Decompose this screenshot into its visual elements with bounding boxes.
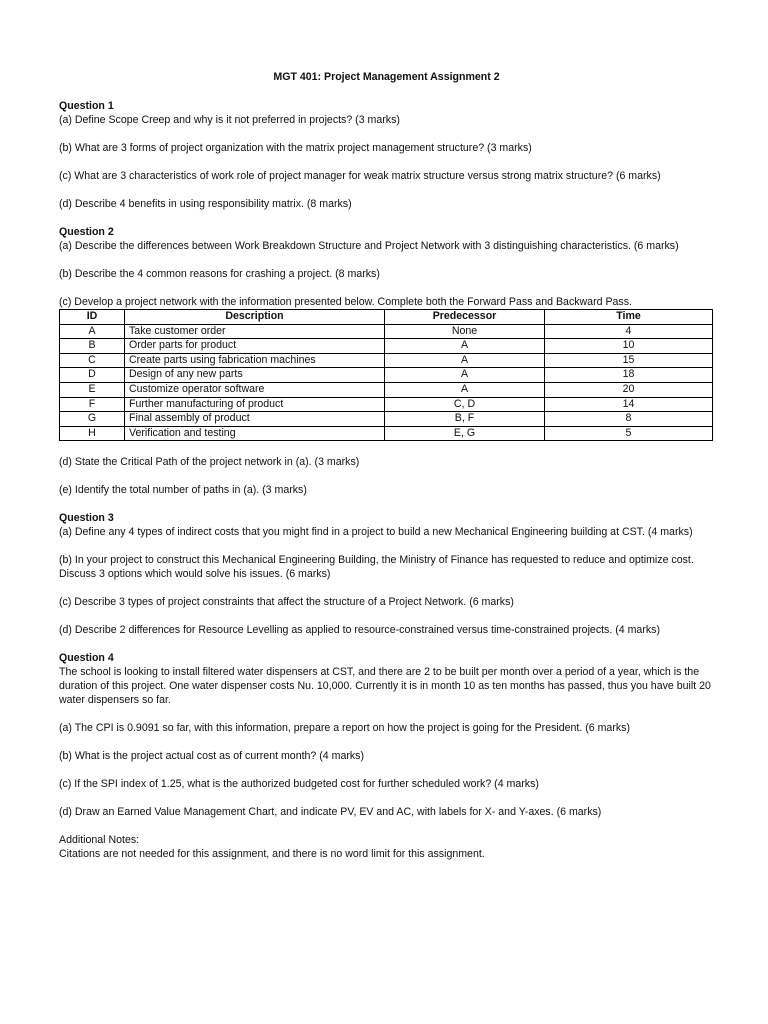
question-1-heading: Question 1 bbox=[59, 100, 114, 112]
cell-description: Create parts using fabrication machines bbox=[125, 353, 385, 368]
question-4-heading: Question 4 bbox=[59, 652, 114, 665]
question-3d: (d) Describe 2 differences for Resource Levelling as applied to resource-constrained versus time-constrained projects. (4 marks) bbox=[59, 624, 660, 637]
question-2 bbox=[59, 225, 714, 497]
table-header-row bbox=[60, 310, 713, 325]
question-4 bbox=[59, 651, 714, 819]
cell-description: Customize operator software bbox=[125, 382, 385, 397]
question-1a: (a) Define Scope Creep and why is it not preferred in projects? (3 marks) bbox=[59, 114, 400, 126]
question-3-heading: Question 3 bbox=[59, 512, 114, 525]
cell-description: Verification and testing bbox=[125, 426, 385, 441]
cell-id: E bbox=[60, 382, 125, 397]
question-4-intro: The school is looking to install filtered water dispensers at CST, and there are 2 to be built per month over a period of a year, which is the duration of this project. One water dispenser costs Nu. 10,000. Currently it is in month 10 as ten months has passed, thus you have built 20 water dispensers so far. bbox=[59, 666, 711, 707]
document-title: MGT 401: Project Management Assignment 2 bbox=[273, 71, 500, 83]
question-2a: (a) Describe the differences between Work Breakdown Structure and Project Network with 3 distinguishing characteristics. (6 marks) bbox=[59, 240, 679, 252]
question-1b: (b) What are 3 forms of project organization with the matrix project management structure? (3 marks) bbox=[59, 142, 532, 154]
question-2e: (e) Identify the total number of paths in (a). (3 marks) bbox=[59, 484, 307, 497]
question-2b: (b) Describe the 4 common reasons for crashing a project. (8 marks) bbox=[59, 268, 380, 280]
question-2-heading: Question 2 bbox=[59, 226, 114, 238]
cell-id: C bbox=[60, 353, 125, 368]
cell-time: 4 bbox=[545, 324, 713, 339]
table-row bbox=[60, 368, 713, 383]
cell-predecessor: C, D bbox=[385, 397, 545, 412]
cell-id: H bbox=[60, 426, 125, 441]
table-row bbox=[60, 397, 713, 412]
question-1d: (d) Describe 4 benefits in using responsibility matrix. (8 marks) bbox=[59, 198, 352, 210]
table-row bbox=[60, 382, 713, 397]
cell-predecessor: A bbox=[385, 382, 545, 397]
cell-time: 8 bbox=[545, 412, 713, 427]
cell-time: 5 bbox=[545, 426, 713, 441]
cell-id: D bbox=[60, 368, 125, 383]
table-row bbox=[60, 412, 713, 427]
question-4d: (d) Draw an Earned Value Management Chart, and indicate PV, EV and AC, with labels for X- and Y-axes. (6 marks) bbox=[59, 806, 602, 819]
question-4c: (c) If the SPI index of 1.25, what is the authorized budgeted cost for further scheduled work? (4 marks) bbox=[59, 778, 539, 791]
cell-predecessor: B, F bbox=[385, 412, 545, 427]
question-3a: (a) Define any 4 types of indirect costs that you might find in a project to build a new Mechanical Engineering building at CST. (4 marks) bbox=[59, 526, 693, 539]
cell-description: Further manufacturing of product bbox=[125, 397, 385, 412]
additional-notes bbox=[59, 833, 714, 861]
activity-table bbox=[59, 309, 713, 441]
question-2d: (d) State the Critical Path of the project network in (a). (3 marks) bbox=[59, 456, 360, 469]
cell-predecessor: A bbox=[385, 368, 545, 383]
cell-description: Take customer order bbox=[125, 324, 385, 339]
question-4a: (a) The CPI is 0.9091 so far, with this information, prepare a report on how the project is going for the President. (6 marks) bbox=[59, 722, 630, 735]
cell-id: F bbox=[60, 397, 125, 412]
question-1 bbox=[59, 99, 714, 211]
question-2c: (c) Develop a project network with the information presented below. Complete both the Forward Pass and Backward Pass. bbox=[59, 296, 632, 308]
cell-time: 15 bbox=[545, 353, 713, 368]
cell-time: 18 bbox=[545, 368, 713, 383]
cell-predecessor: E, G bbox=[385, 426, 545, 441]
table-row bbox=[60, 324, 713, 339]
cell-id: B bbox=[60, 339, 125, 354]
question-3b: (b) In your project to construct this Mechanical Engineering Building, the Ministry of Finance has requested to reduce and optimize cost. Discuss 3 options which would solve his issues. (6 marks) bbox=[59, 554, 694, 581]
cell-description: Design of any new parts bbox=[125, 368, 385, 383]
header-predecessor: Predecessor bbox=[385, 310, 545, 325]
header-id: ID bbox=[60, 310, 125, 325]
cell-predecessor: None bbox=[385, 324, 545, 339]
question-1c: (c) What are 3 characteristics of work role of project manager for weak matrix structure versus strong matrix structure? (6 marks) bbox=[59, 170, 661, 182]
cell-predecessor: A bbox=[385, 353, 545, 368]
table-row bbox=[60, 339, 713, 354]
cell-time: 10 bbox=[545, 339, 713, 354]
table-row bbox=[60, 426, 713, 441]
cell-description: Final assembly of product bbox=[125, 412, 385, 427]
assignment-document bbox=[59, 70, 714, 861]
notes-text: Citations are not needed for this assignment, and there is no word limit for this assignment. bbox=[59, 848, 485, 861]
cell-id: G bbox=[60, 412, 125, 427]
header-description: Description bbox=[125, 310, 385, 325]
cell-description: Order parts for product bbox=[125, 339, 385, 354]
question-3 bbox=[59, 511, 714, 637]
cell-id: A bbox=[60, 324, 125, 339]
question-3c: (c) Describe 3 types of project constraints that affect the structure of a Project Network. (6 marks) bbox=[59, 596, 514, 609]
cell-time: 14 bbox=[545, 397, 713, 412]
cell-predecessor: A bbox=[385, 339, 545, 354]
notes-heading: Additional Notes: bbox=[59, 834, 140, 847]
cell-time: 20 bbox=[545, 382, 713, 397]
question-4b: (b) What is the project actual cost as of current month? (4 marks) bbox=[59, 750, 364, 763]
header-time: Time bbox=[545, 310, 713, 325]
table-row bbox=[60, 353, 713, 368]
